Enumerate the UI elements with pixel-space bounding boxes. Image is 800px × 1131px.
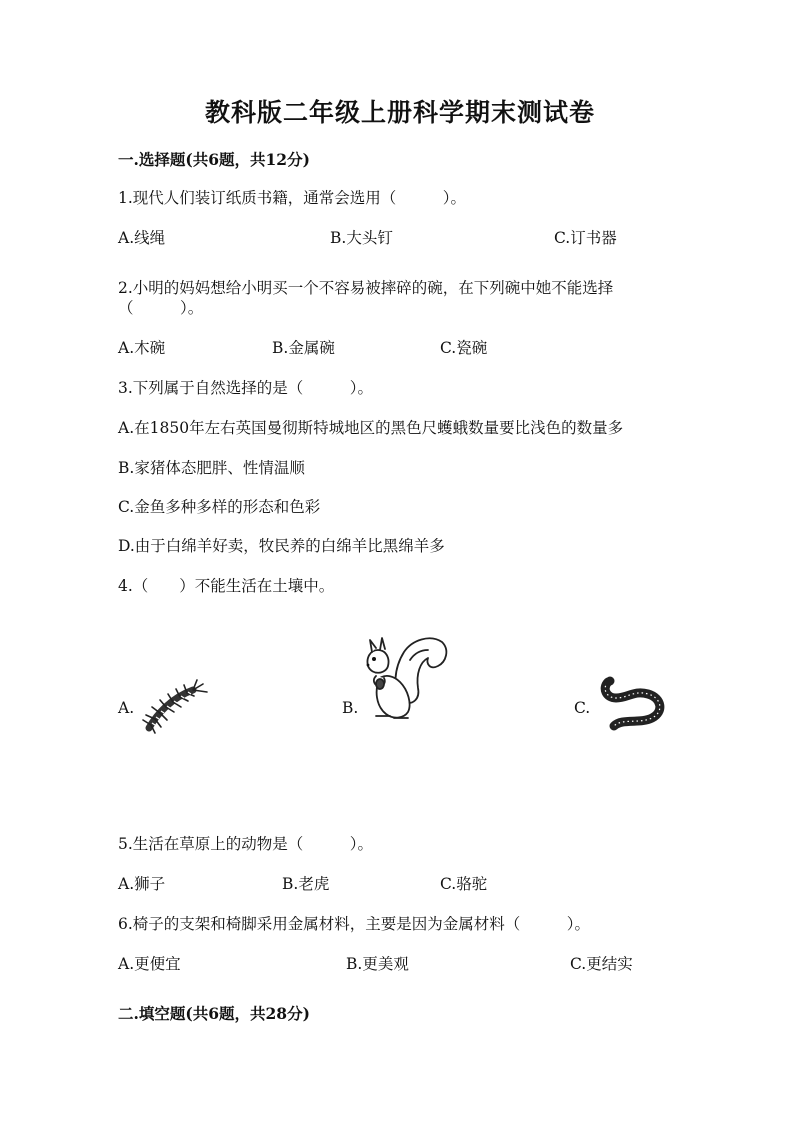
question-2-option-a: A.木碗 [118,339,166,357]
question-6-option-c: C.更结实 [570,955,633,973]
question-1-option-c: C.订书器 [554,229,617,247]
section-heading-fill-in: 二.填空题(共6题，共28分) [118,1004,310,1023]
question-3-option-a: A.在1850年左右英国曼彻斯特城地区的黑色尺蠖蛾数量要比浅色的数量多 [118,419,624,437]
question-1-stem: 1.现代人们装订纸质书籍，通常会选用（ ）。 [118,189,467,207]
squirrel-icon [358,632,450,724]
question-3-option-c: C.金鱼多种多样的形态和色彩 [118,498,321,516]
question-2-stem-line2: （ ）。 [118,299,204,317]
page-title: 教科版二年级上册科学期末测试卷 [204,98,595,127]
question-6-stem: 6.椅子的支架和椅脚采用金属材料，主要是因为金属材料（ ）。 [118,915,591,933]
question-3-option-b: B.家猪体态肥胖、性情温顺 [118,459,305,477]
earthworm-icon [598,672,668,734]
question-3-stem: 3.下列属于自然选择的是（ ）。 [118,379,374,397]
question-2-stem-line1: 2.小明的妈妈想给小明买一个不容易被摔碎的碗，在下列碗中她不能选择 [118,279,614,297]
question-6-option-a: A.更便宜 [118,955,181,973]
question-4-option-a-label: A. [118,699,135,717]
question-5-option-b: B.老虎 [282,875,330,893]
question-4-option-c-label: C. [574,699,591,717]
question-2-option-c: C.瓷碗 [440,339,488,357]
question-4-stem: 4.（ ）不能生活在土壤中。 [118,577,335,595]
question-6-option-b: B.更美观 [346,955,409,973]
question-3-option-d: D.由于白绵羊好卖，牧民养的白绵羊比黑绵羊多 [118,537,445,555]
question-5-option-c: C.骆驼 [440,875,488,893]
question-4-option-b-label: B. [342,699,359,717]
question-1-option-a: A.线绳 [118,229,166,247]
question-5-stem: 5.生活在草原上的动物是（ ）。 [118,835,374,853]
centipede-icon [135,670,215,738]
question-1-option-b: B.大头钉 [330,229,393,247]
section-heading-choice: 一.选择题(共6题，共12分) [118,150,310,169]
question-2-option-b: B.金属碗 [272,339,335,357]
question-5-option-a: A.狮子 [118,875,166,893]
